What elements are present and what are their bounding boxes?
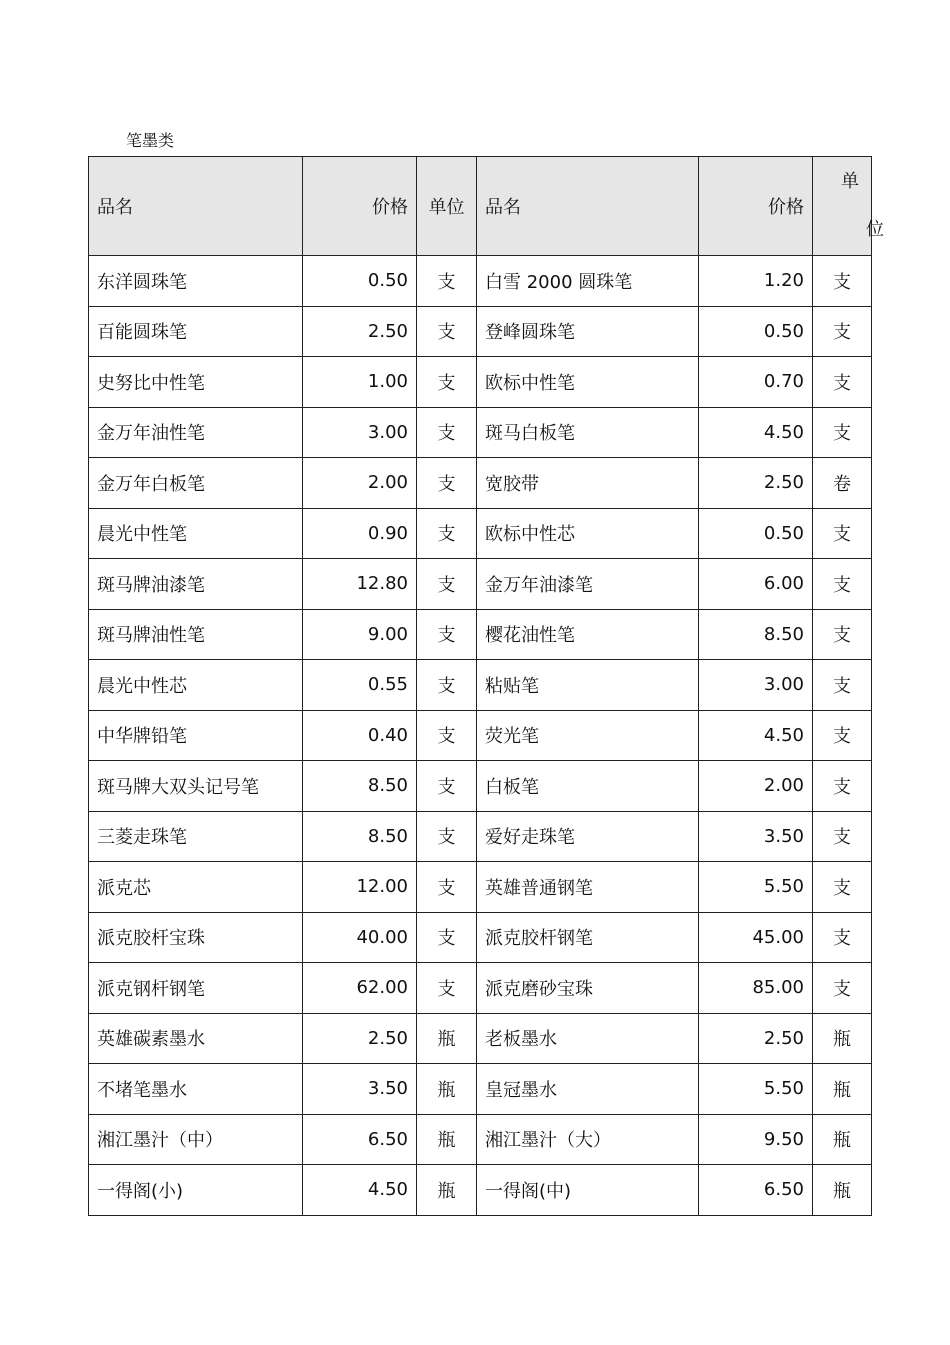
table-row [89,357,872,408]
item-price-right: 6.50 [699,1165,813,1216]
item-unit-left: 支 [417,407,477,458]
table-row [89,1013,872,1064]
item-name-right: 一得阁(中) [477,1165,699,1216]
table-header-row [89,157,872,256]
table-row [89,1165,872,1216]
item-price-left: 8.50 [303,811,417,862]
header-unit-left: 单位 [417,157,477,256]
item-unit-right: 支 [813,609,872,660]
item-unit-left: 支 [417,256,477,307]
item-price-left: 40.00 [303,912,417,963]
item-price-right: 85.00 [699,963,813,1014]
table-row [89,761,872,812]
table-row [89,862,872,913]
item-price-left: 0.90 [303,508,417,559]
item-unit-left: 瓶 [417,1064,477,1115]
item-price-left: 2.50 [303,1013,417,1064]
item-price-right: 1.20 [699,256,813,307]
item-name-left: 百能圆珠笔 [89,306,303,357]
item-price-left: 3.00 [303,407,417,458]
item-unit-right: 瓶 [813,1114,872,1165]
item-name-right: 派克磨砂宝珠 [477,963,699,1014]
item-name-right: 白雪 2000 圆珠笔 [477,256,699,307]
header-unit-right-top: 单 [841,171,859,192]
header-unit-right-bottom: 位 [866,219,884,240]
header-price-right: 价格 [699,157,813,256]
item-unit-right: 瓶 [813,1165,872,1216]
item-unit-right: 支 [813,357,872,408]
header-name-left: 品名 [89,157,303,256]
item-unit-right: 支 [813,508,872,559]
table-row [89,508,872,559]
item-name-left: 派克钢杆钢笔 [89,963,303,1014]
item-name-right: 金万年油漆笔 [477,559,699,610]
item-name-left: 三菱走珠笔 [89,811,303,862]
item-name-left: 湘江墨汁（中） [89,1114,303,1165]
item-name-left: 晨光中性笔 [89,508,303,559]
item-name-left: 斑马牌油性笔 [89,609,303,660]
table-row [89,1114,872,1165]
item-unit-left: 瓶 [417,1114,477,1165]
price-table [88,156,884,1216]
item-name-right: 老板墨水 [477,1013,699,1064]
item-price-left: 0.50 [303,256,417,307]
item-unit-right: 支 [813,306,872,357]
item-unit-left: 支 [417,357,477,408]
table-row [89,1064,872,1115]
item-price-right: 2.50 [699,458,813,509]
item-unit-left: 支 [417,862,477,913]
item-price-left: 2.00 [303,458,417,509]
item-unit-left: 支 [417,609,477,660]
item-name-left: 派克芯 [89,862,303,913]
item-name-right: 湘江墨汁（大） [477,1114,699,1165]
item-price-left: 62.00 [303,963,417,1014]
item-price-left: 6.50 [303,1114,417,1165]
item-name-right: 欧标中性笔 [477,357,699,408]
table-row [89,609,872,660]
item-name-right: 派克胶杆钢笔 [477,912,699,963]
item-unit-left: 支 [417,660,477,711]
item-price-right: 5.50 [699,862,813,913]
item-price-left: 2.50 [303,306,417,357]
item-unit-left: 支 [417,458,477,509]
item-price-left: 12.80 [303,559,417,610]
item-price-right: 45.00 [699,912,813,963]
item-name-left: 不堵笔墨水 [89,1064,303,1115]
item-unit-left: 支 [417,710,477,761]
item-name-left: 东洋圆珠笔 [89,256,303,307]
item-price-right: 6.00 [699,559,813,610]
item-unit-right: 支 [813,912,872,963]
item-unit-right: 支 [813,256,872,307]
item-price-left: 1.00 [303,357,417,408]
item-name-right: 宽胶带 [477,458,699,509]
item-price-right: 3.50 [699,811,813,862]
item-name-left: 史努比中性笔 [89,357,303,408]
table-row [89,559,872,610]
item-price-right: 2.50 [699,1013,813,1064]
item-price-right: 0.50 [699,508,813,559]
table-row [89,660,872,711]
item-unit-right: 支 [813,407,872,458]
item-unit-right: 支 [813,811,872,862]
item-name-left: 金万年油性笔 [89,407,303,458]
item-unit-left: 支 [417,508,477,559]
item-unit-right: 瓶 [813,1013,872,1064]
item-price-right: 0.50 [699,306,813,357]
item-unit-right: 支 [813,710,872,761]
item-name-right: 登峰圆珠笔 [477,306,699,357]
item-unit-right: 支 [813,963,872,1014]
item-price-left: 12.00 [303,862,417,913]
item-name-right: 皇冠墨水 [477,1064,699,1115]
table-row [89,912,872,963]
item-unit-right: 瓶 [813,1064,872,1115]
item-name-left: 英雄碳素墨水 [89,1013,303,1064]
item-name-right: 欧标中性芯 [477,508,699,559]
item-price-left: 8.50 [303,761,417,812]
item-name-left: 斑马牌油漆笔 [89,559,303,610]
item-price-right: 4.50 [699,710,813,761]
item-name-right: 英雄普通钢笔 [477,862,699,913]
item-unit-right: 支 [813,862,872,913]
item-unit-right: 支 [813,660,872,711]
item-unit-right: 卷 [813,458,872,509]
item-name-right: 荧光笔 [477,710,699,761]
item-price-left: 9.00 [303,609,417,660]
item-name-right: 樱花油性笔 [477,609,699,660]
item-price-left: 0.40 [303,710,417,761]
item-name-left: 晨光中性芯 [89,660,303,711]
item-price-left: 3.50 [303,1064,417,1115]
item-unit-left: 支 [417,306,477,357]
item-name-left: 派克胶杆宝珠 [89,912,303,963]
table-row [89,256,872,307]
item-name-left: 中华牌铅笔 [89,710,303,761]
item-price-right: 5.50 [699,1064,813,1115]
table-row [89,811,872,862]
item-unit-left: 支 [417,963,477,1014]
item-name-right: 粘贴笔 [477,660,699,711]
item-name-left: 斑马牌大双头记号笔 [89,761,303,812]
table-row [89,710,872,761]
table-row [89,407,872,458]
item-price-left: 0.55 [303,660,417,711]
item-unit-left: 瓶 [417,1165,477,1216]
item-unit-left: 支 [417,761,477,812]
item-name-right: 白板笔 [477,761,699,812]
item-price-left: 4.50 [303,1165,417,1216]
item-name-right: 爱好走珠笔 [477,811,699,862]
item-price-right: 0.70 [699,357,813,408]
item-unit-left: 支 [417,912,477,963]
item-name-left: 一得阁(小) [89,1165,303,1216]
item-name-left: 金万年白板笔 [89,458,303,509]
table-row [89,306,872,357]
item-price-right: 4.50 [699,407,813,458]
header-name-right: 品名 [477,157,699,256]
table-row [89,458,872,509]
table-row [89,963,872,1014]
item-unit-left: 支 [417,811,477,862]
item-price-right: 8.50 [699,609,813,660]
header-unit-right [813,157,884,256]
item-unit-right: 支 [813,559,872,610]
item-name-right: 斑马白板笔 [477,407,699,458]
item-price-right: 9.50 [699,1114,813,1165]
item-unit-left: 瓶 [417,1013,477,1064]
item-price-right: 3.00 [699,660,813,711]
item-unit-left: 支 [417,559,477,610]
item-unit-right: 支 [813,761,872,812]
section-title: 笔墨类 [126,131,175,150]
item-price-right: 2.00 [699,761,813,812]
header-price-left: 价格 [303,157,417,256]
